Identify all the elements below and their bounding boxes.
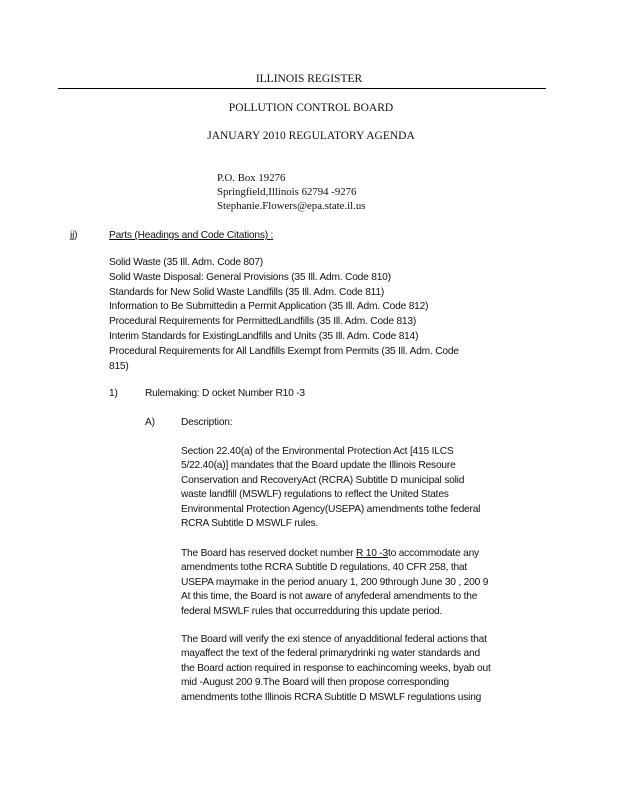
paragraph-text: The Board has reserved docket number	[181, 548, 356, 559]
register-title: ILLINOIS REGISTER	[255, 73, 363, 85]
board-title: POLLUTION CONTROL BOARD	[228, 102, 394, 114]
list-item: Solid Waste (35 Ill. Adm. Code 807)	[109, 257, 263, 268]
paragraph-line: amendments tothe RCRA Subtitle D regulations, 40 CFR 258, that	[181, 562, 468, 574]
address-email: Stephanie.Flowers@epa.state.il.us	[217, 200, 366, 212]
paragraph-text: to accommodate any	[387, 548, 479, 559]
list-item: Standards for New Solid Waste Landfills (35 Ill. Adm. Code 811)	[109, 286, 385, 298]
description-paragraph-1	[181, 445, 541, 531]
address-po-box: P.O. Box 19276	[217, 172, 286, 184]
paragraph-line	[181, 547, 541, 561]
list-item: 815)	[109, 360, 129, 372]
description-letter: A)	[145, 417, 155, 428]
paragraph-line: mid -August 200 9.The Board will then propose corresponding	[181, 677, 449, 689]
header-rule	[58, 88, 546, 89]
agenda-title: JANUARY 2010 REGULATORY AGENDA	[207, 130, 415, 142]
paragraph-line: 5/22.40(a)] mandates that the Board update the Illinois Resoure	[181, 460, 456, 472]
parts-list	[109, 256, 459, 374]
paragraph-line: Conservation and RecoveryAct (RCRA) Subtitle D municipal solid	[181, 474, 465, 486]
rulemaking-number: 1)	[109, 388, 118, 399]
description-label: Description:	[181, 417, 233, 428]
paragraph-line: amendments tothe Illinois RCRA Subtitle D MSWLF regulations using	[181, 691, 482, 703]
paragraph-line: USEPA maymake in the period anuary 1, 200 9through June 30 , 200 9	[181, 576, 489, 588]
address-block	[217, 171, 365, 213]
docket-reference: R 10 -3	[355, 548, 388, 559]
paragraph-line: RCRA Subtitle D MSWLF rules.	[181, 518, 319, 530]
paragraph-line: Environmental Protection Agency(USEPA) amendments tothe federal	[181, 503, 481, 515]
list-item: Procedural Requirements for All Landfills Exempt from Permits (35 Ill. Adm. Code	[109, 345, 459, 357]
section-title: Parts (Headings and Code Citations) :	[109, 230, 274, 241]
section-marker: jj)	[70, 230, 78, 241]
description-paragraph-3	[181, 633, 541, 705]
paragraph-line: The Board will verify the exi stence of anyadditional federal actions that	[181, 634, 487, 645]
list-item: Solid Waste Disposal: General Provisions (35 Ill. Adm. Code 810)	[109, 271, 391, 283]
paragraph-line: At this time, the Board is not aware of anyfederal amendments to the	[181, 591, 478, 603]
list-item: Information to Be Submittedin a Permit Application (35 Ill. Adm. Code 812)	[109, 301, 429, 313]
rulemaking-text: Rulemaking: D ocket Number R10 -3	[145, 388, 305, 399]
description-paragraph-2	[181, 547, 541, 619]
paragraph-line: federal MSWLF rules that occurredduring this update period.	[181, 605, 443, 617]
list-item: Interim Standards for ExistingLandfills and Units (35 Ill. Adm. Code 814)	[109, 330, 419, 342]
paragraph-line: waste landfill (MSWLF) regulations to reflect the United States	[181, 489, 449, 501]
paragraph-line: Section 22.40(a) of the Environmental Protection Act [415 ILCS	[181, 446, 454, 457]
list-item: Procedural Requirements for PermittedLandfills (35 Ill. Adm. Code 813)	[109, 316, 417, 328]
paragraph-line: mayaffect the text of the federal primarydrinki ng water standards and	[181, 648, 480, 660]
paragraph-line: the Board action required in response to eachincoming weeks, byab out	[181, 662, 491, 674]
address-city: Springfield,Illinois 62794 -9276	[217, 186, 357, 198]
